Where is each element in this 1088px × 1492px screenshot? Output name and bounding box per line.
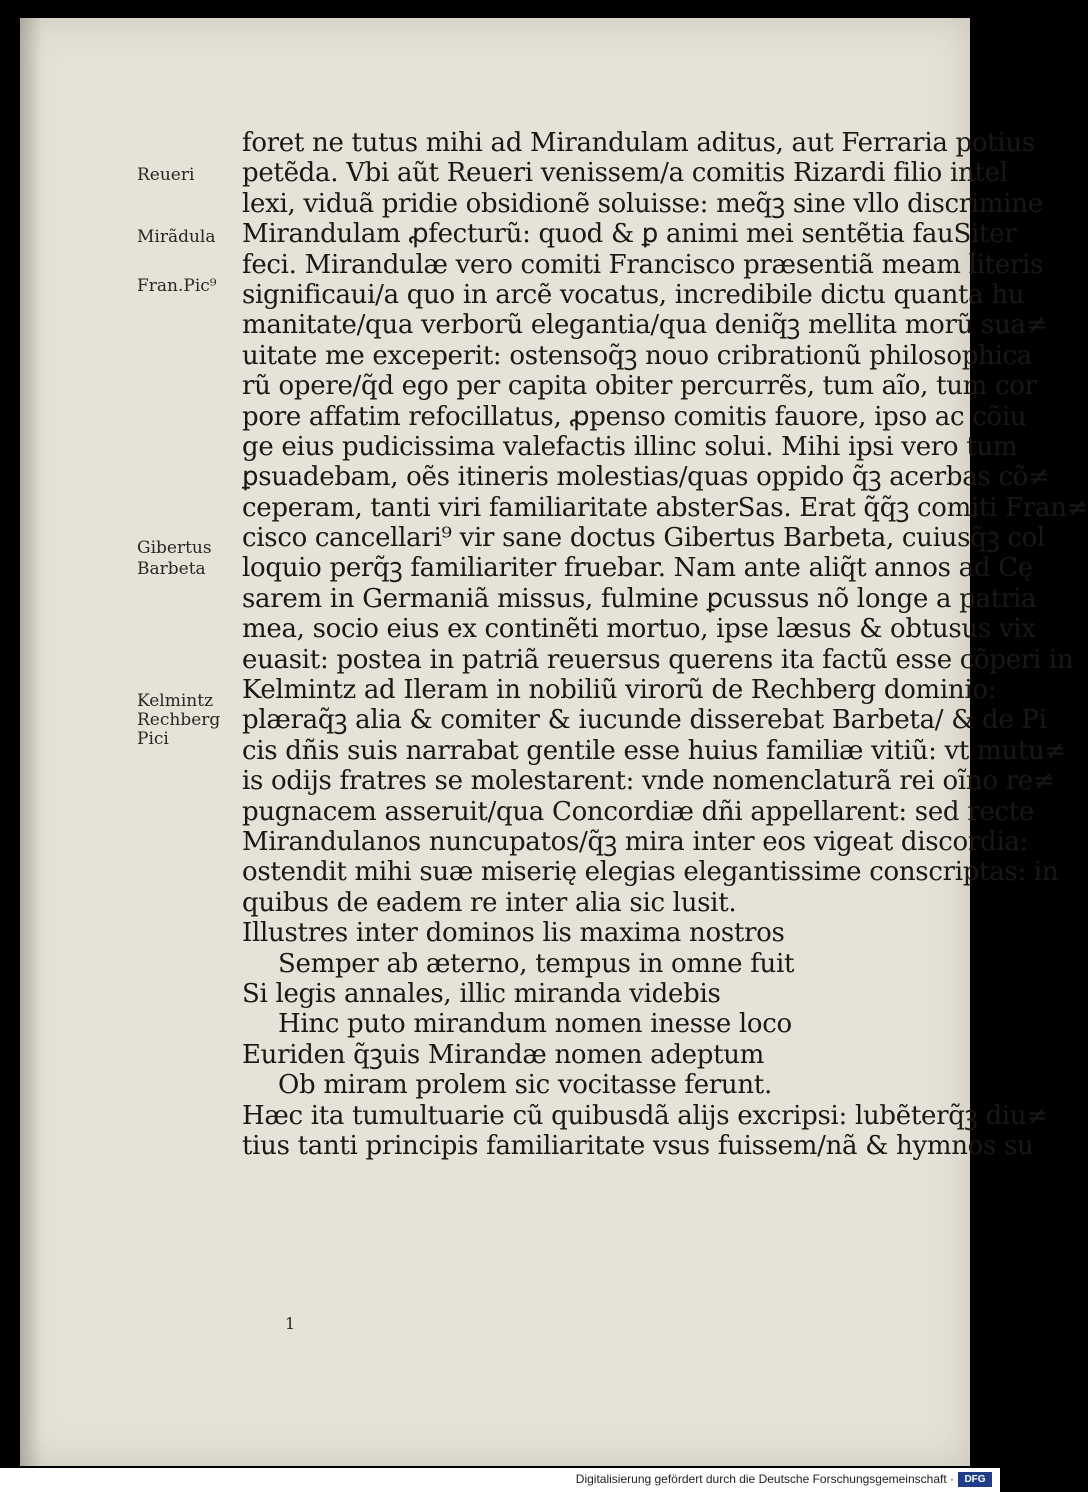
text-line: significaui/a quo in arcẽ vocatus, incredibile dictu quanta hu [242, 279, 1025, 310]
verse-line: Euriden q̃ꝫuis Mirandæ nomen adeptum [242, 1039, 765, 1070]
margin-note-gibertus: Gibertus [137, 538, 212, 558]
main-text-block [242, 128, 1088, 1161]
text-line: Mirandulanos nuncupatos/q̃ꝫ mira inter eos vigeat discordia: [242, 826, 1029, 857]
text-line: Kelmintz ad Ileram in nobiliũ virorũ de Rechberg dominio: [242, 675, 997, 706]
text-line: is odijs fratres se molestarent: vnde nomenclaturã rei oĩno re≠ [242, 766, 1055, 797]
text-line: cisco cancellari⁹ vir sane doctus Gibertus Barbeta, cuiusq̃ꝫ col [242, 523, 1046, 554]
text-line: lexi, viduã pridie obsidionẽ soluisse: meq̃ꝫ sine vllo discrimine [242, 188, 1043, 219]
text-line: ostendit mihi suæ miserię elegias elegantissime conscriptas: in [242, 857, 1059, 888]
text-line: mea, socio eius ex continẽti mortuo, ipse læsus & obtusus vix [242, 614, 1036, 645]
text-line: sarem in Germaniã missus, fulmine ꝑcussus nõ longe a patria [242, 583, 1037, 614]
footer-bar [0, 1468, 1000, 1492]
margin-note-rechberg: Rechberg [137, 710, 221, 730]
verse-line: Semper ab æterno, tempus in omne fuit [278, 948, 795, 979]
verse-line: Illustres inter dominos lis maxima nostros [242, 918, 785, 949]
text-line: Mirandulam ꝓfecturũ: quod & ꝑ animi mei sentẽtia fauSiter [242, 219, 1017, 250]
text-line: ge eius pudicissima valefactis illinc solui. Mihi ipsi vero tum [242, 431, 1018, 462]
dfg-logo: DFG [958, 1472, 992, 1487]
verse-line: Hinc puto mirandum nomen inesse loco [278, 1009, 792, 1040]
verse-line: Si legis annales, illic miranda videbis [242, 978, 721, 1009]
text-line: Hæc ita tumultuarie cũ quibusdã alijs excripsi: lubẽterq̃ꝫ diu≠ [242, 1100, 1048, 1131]
text-line: rũ opere/q̃d ego per capita obiter percurrẽs, tum aĩo, tum cor [242, 371, 1037, 402]
text-line: quibus de eadem re inter alia sic lusit. [242, 887, 737, 918]
text-line: ceperam, tanti viri familiaritate absterSas. Erat q̃q̃ꝫ comiti Fran≠ [242, 492, 1088, 523]
footer-credit: Digitalisierung gefördert durch die Deutsche Forschungsgemeinschaft · [575, 1472, 954, 1486]
text-line: euasit: postea in patriã reuersus querens ita factũ esse cõperi in [242, 644, 1074, 675]
margin-note-kelmintz: Kelmintz [137, 691, 214, 711]
verse-line: Ob miram prolem sic vocitasse ferunt. [278, 1070, 772, 1101]
text-line: uitate me exceperit: ostensoq̃ꝫ nouo cribrationũ philosophica [242, 340, 1032, 371]
text-line: petẽda. Vbi aũt Reueri venissem/a comitis Rizardi filio intel [242, 158, 1008, 189]
folio-mark: 1 [285, 1314, 296, 1333]
margin-note-barbeta: Barbeta [137, 559, 206, 579]
margin-note-reueri: Reueri [137, 165, 195, 185]
text-line: tius tanti principis familiaritate vsus fuissem/nã & hymnos su [242, 1130, 1034, 1161]
text-line: plæraq̃ꝫ alia & comiter & iucunde disserebat Barbeta/ & de Pi [242, 705, 1047, 736]
text-line: ꝑsuadebam, oẽs itineris molestias/quas oppido q̃ꝫ acerbas cõ≠ [242, 462, 1050, 493]
text-line: feci. Mirandulæ vero comiti Francisco præsentiã meam literis [242, 249, 1044, 280]
margin-note-pici: Pici [137, 729, 169, 749]
text-line: pugnacem asseruit/qua Concordiæ dñi appellarent: sed recte [242, 796, 1034, 827]
scanned-page [20, 18, 1088, 1466]
text-line: foret ne tutus mihi ad Mirandulam aditus, aut Ferraria potius [242, 128, 1035, 158]
text-line: cis dñis suis narrabat gentile esse huius familiæ vitiũ: vt mutu≠ [242, 735, 1066, 766]
margin-note-franpic: Fran.Pic⁹ [137, 276, 217, 296]
text-line: pore affatim refocillatus, ꝓpenso comitis fauore, ipso ac cõiu [242, 401, 1027, 432]
margin-note-miradula: Mirãdula [137, 227, 216, 247]
text-line: loquio perq̃ꝫ familiariter fruebar. Nam ante aliq̃t annos ad Cę [242, 553, 1033, 584]
text-line: manitate/qua verborũ elegantia/qua deniq̃ꝫ mellita morũ sua≠ [242, 310, 1048, 341]
